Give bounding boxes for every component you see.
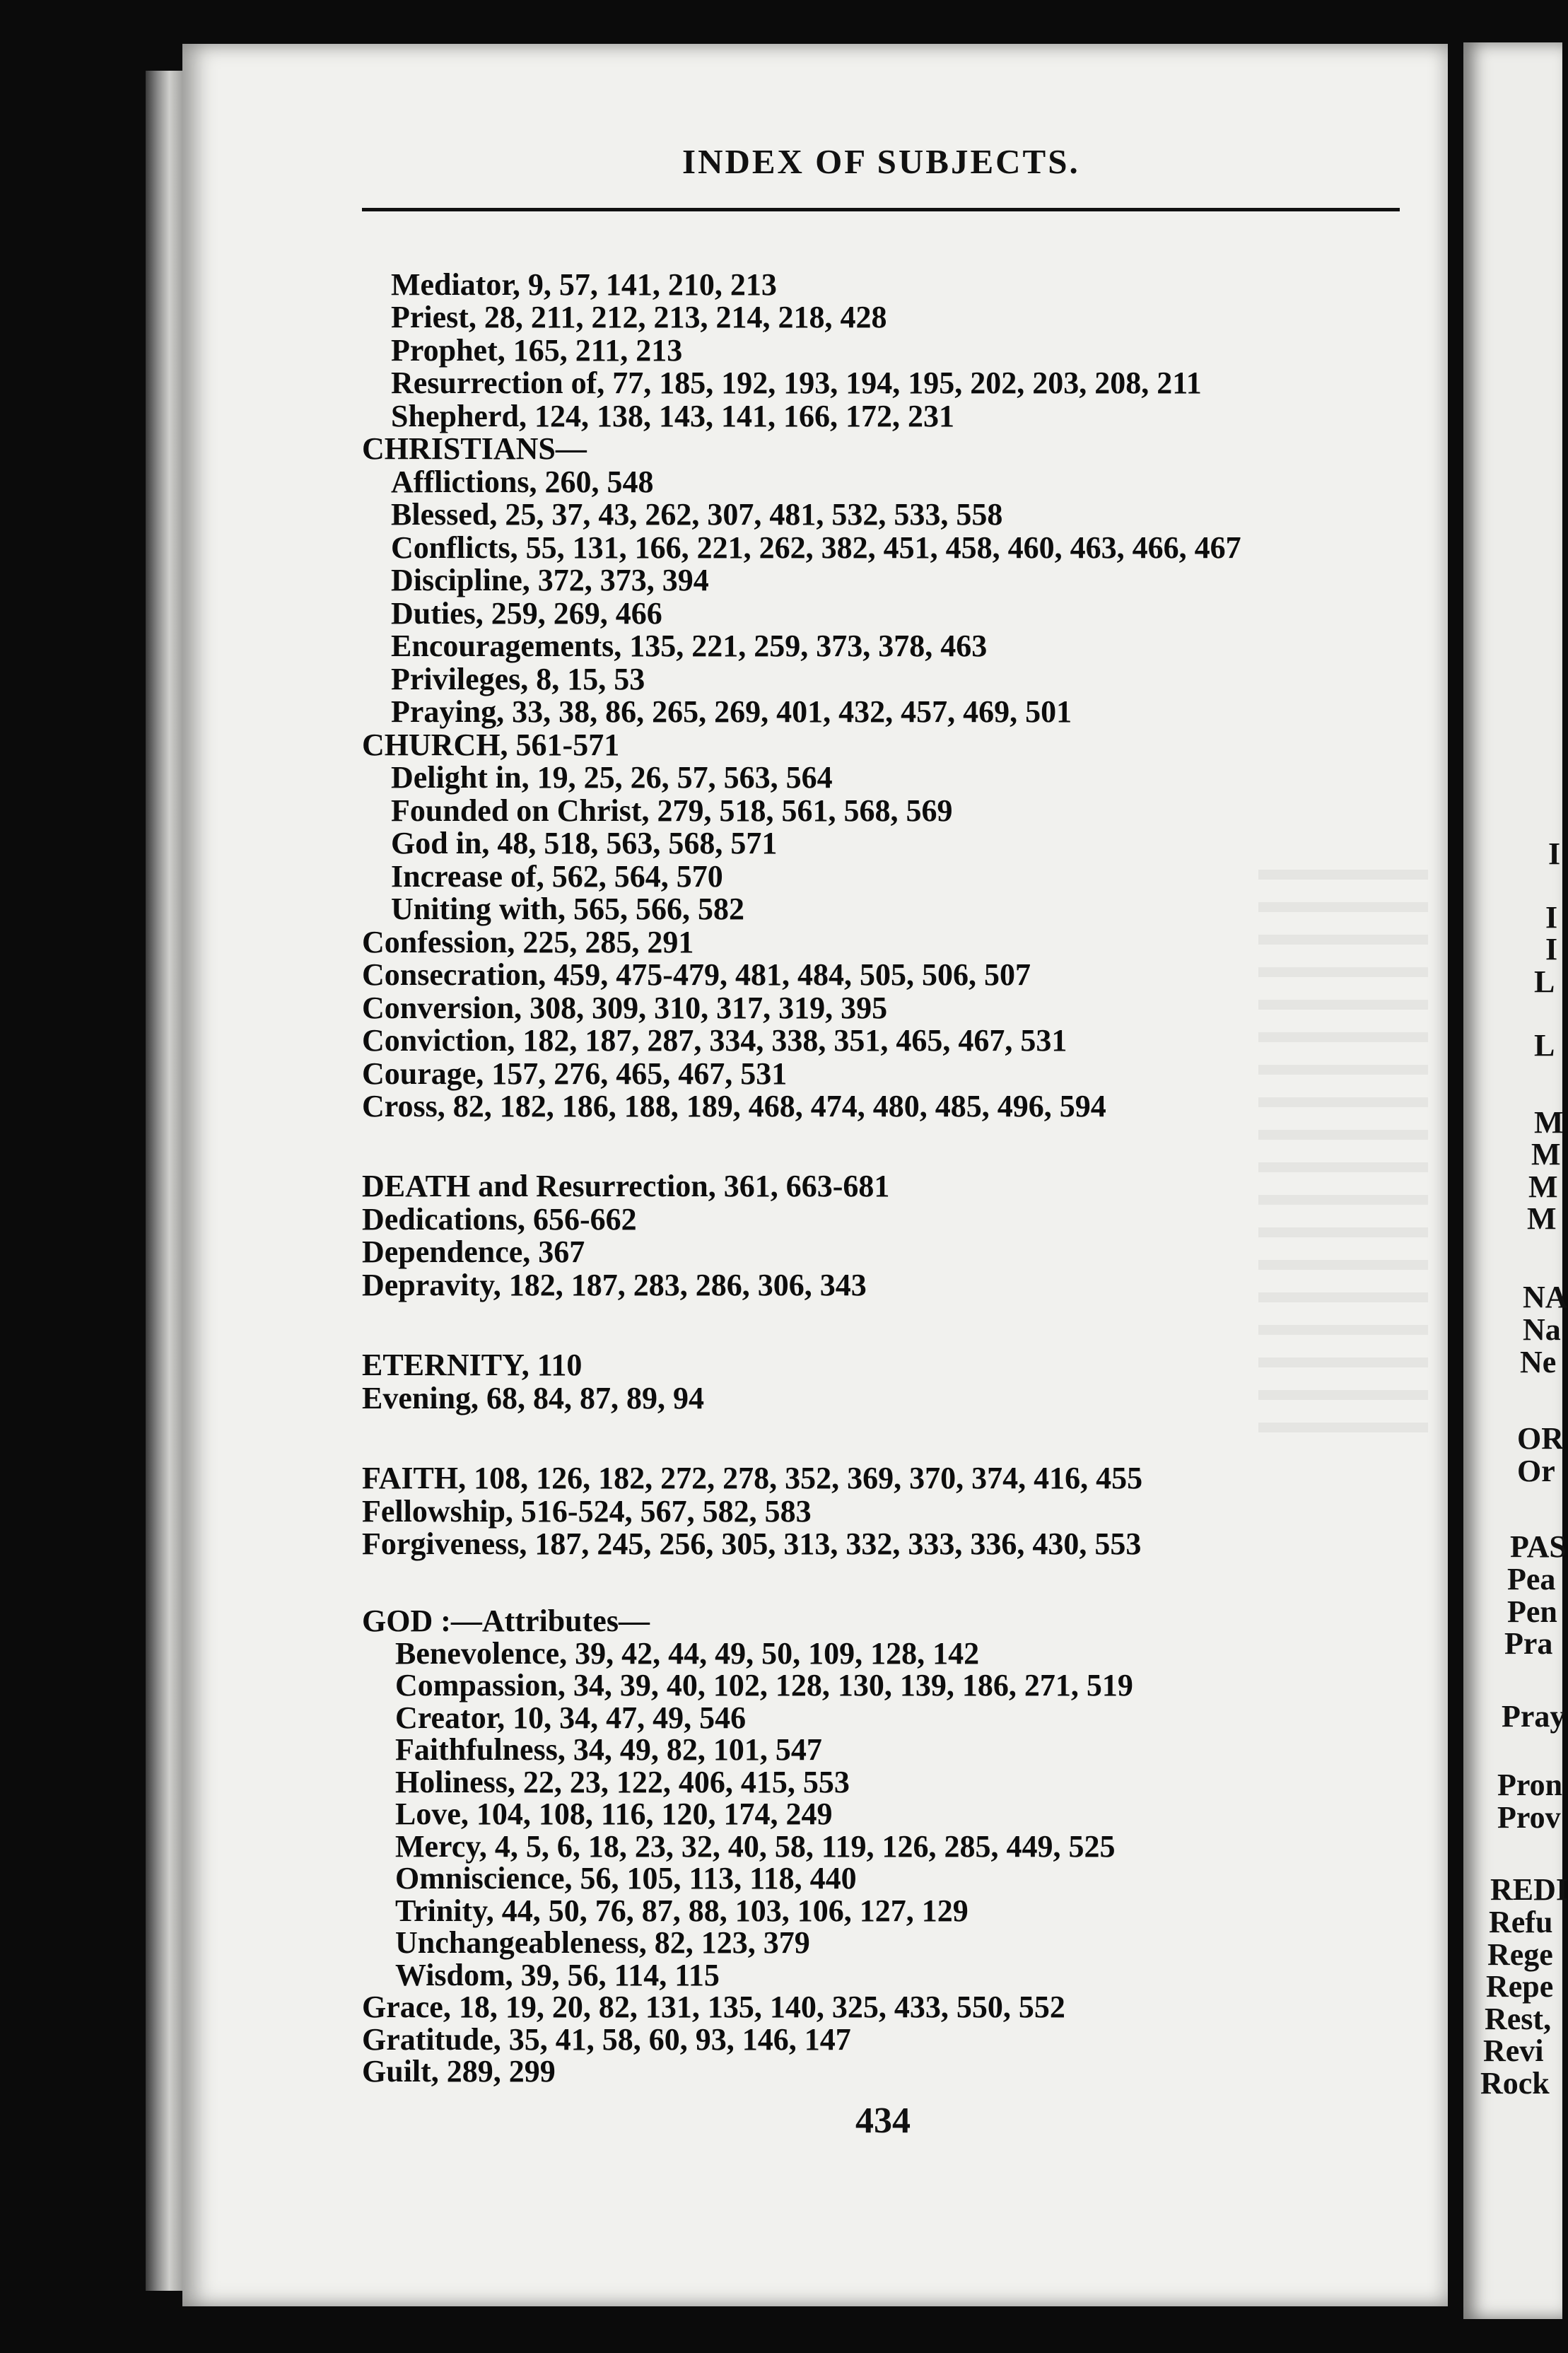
index-entry: Shepherd, 124, 138, 143, 141, 166, 172, 231 [391,399,954,433]
index-entry: Afflictions, 260, 548 [391,465,654,499]
adjacent-page-fragment: Pea [1507,1562,1556,1596]
index-entry: Gratitude, 35, 41, 58, 60, 93, 146, 147 [362,2022,851,2057]
adjacent-page-fragment: Rege [1487,1937,1553,1972]
adjacent-page-fragment: L [1534,964,1555,999]
adjacent-page-fragment: PAS [1510,1529,1567,1564]
adjacent-page-fragment: Repe [1486,1969,1554,2004]
index-entry: Confession, 225, 285, 291 [362,925,694,959]
adjacent-page-fragment: Or [1517,1454,1555,1488]
adjacent-page-fragment: I [1545,900,1558,935]
index-entry: Consecration, 459, 475-479, 481, 484, 505, 506, 507 [362,957,1031,992]
adjacent-page-fragment: Ne [1520,1345,1557,1379]
adjacent-page-fragment: Refu [1489,1905,1553,1939]
adjacent-page-fragment: Rock [1480,2066,1550,2101]
index-entry: Mediator, 9, 57, 141, 210, 213 [391,267,777,302]
index-entry: Mercy, 4, 5, 6, 18, 23, 32, 40, 58, 119, 126, 285, 449, 525 [395,1829,1116,1864]
index-entry: Dedications, 656-662 [362,1202,637,1237]
adjacent-page-fragment: I [1545,932,1558,967]
index-entry: Omniscience, 56, 105, 113, 118, 440 [395,1861,857,1896]
index-entry: Evening, 68, 84, 87, 89, 94 [362,1381,705,1415]
index-entry: Conflicts, 55, 131, 166, 221, 262, 382, 451, 458, 460, 463, 466, 467 [391,530,1241,565]
index-entry: Blessed, 25, 37, 43, 262, 307, 481, 532, 533, 558 [391,497,1003,532]
page-number: 434 [855,2101,911,2141]
index-entry: Praying, 33, 38, 86, 265, 269, 401, 432, 457, 469, 501 [391,694,1072,729]
adjacent-page-fragment: L [1534,1028,1555,1063]
show-through-text [1258,870,1428,1449]
adjacent-page-fragment: I [1548,836,1561,871]
index-entry: Prophet, 165, 211, 213 [391,333,683,368]
index-entry: Creator, 10, 34, 47, 49, 546 [395,1700,747,1735]
index-heading: DEATH and Resurrection, 361, 663-681 [362,1169,890,1203]
index-entry: Fellowship, 516-524, 567, 582, 583 [362,1494,812,1529]
adjacent-page-fragment: M [1534,1105,1564,1140]
index-entry: Faithfulness, 34, 49, 82, 101, 547 [395,1732,822,1767]
adjacent-page-fragment: Rest, [1485,2002,1552,2036]
adjacent-page-fragment: Prov [1497,1800,1561,1835]
adjacent-page-fragment: Pra [1504,1626,1553,1661]
index-entry: Encouragements, 135, 221, 259, 373, 378, 463 [391,629,988,663]
index-entry: Guilt, 289, 299 [362,2054,556,2089]
index-heading: GOD :—Attributes— [362,1604,650,1638]
index-entry: Love, 104, 108, 116, 120, 174, 249 [395,1797,833,1831]
adjacent-page-fragment: Pron [1497,1768,1563,1802]
index-entry: Increase of, 562, 564, 570 [391,859,723,894]
index-entry: Depravity, 182, 187, 283, 286, 306, 343 [362,1268,867,1302]
book-fore-edge [146,71,185,2291]
index-entry: Resurrection of, 77, 185, 192, 193, 194, 195, 202, 203, 208, 211 [391,366,1202,400]
index-entry: Privileges, 8, 15, 53 [391,662,645,696]
index-entry: Priest, 28, 211, 212, 213, 214, 218, 428 [391,300,887,334]
index-entry: Conversion, 308, 309, 310, 317, 319, 395 [362,991,888,1025]
index-heading: CHURCH, 561-571 [362,728,620,762]
index-entry: Wisdom, 39, 56, 114, 115 [395,1958,720,1992]
adjacent-page-fragment: Revi [1483,2033,1544,2068]
index-heading: CHRISTIANS— [362,431,587,466]
index-entry: Discipline, 372, 373, 394 [391,563,709,597]
index-entry: God in, 48, 518, 563, 568, 571 [391,826,778,860]
index-entry: Delight in, 19, 25, 26, 57, 563, 564 [391,760,833,795]
index-entry: Benevolence, 39, 42, 44, 49, 50, 109, 128, 142 [395,1636,980,1671]
index-entry: Holiness, 22, 23, 122, 406, 415, 553 [395,1765,850,1799]
index-heading: ETERNITY, 110 [362,1348,583,1382]
index-entry: Uniting with, 565, 566, 582 [391,892,744,926]
adjacent-page-fragment: NA [1523,1280,1568,1314]
index-entry: Courage, 157, 276, 465, 467, 531 [362,1056,788,1091]
index-entry: Unchangeableness, 82, 123, 379 [395,1925,810,1960]
index-entry: Trinity, 44, 50, 76, 87, 88, 103, 106, 127, 129 [395,1893,969,1928]
header-rule [362,208,1400,211]
adjacent-page-fragment: Pray [1502,1699,1566,1734]
adjacent-page-fragment: OR [1517,1421,1564,1456]
index-entry: Cross, 82, 182, 186, 188, 189, 468, 474, 480, 485, 496, 594 [362,1089,1106,1123]
index-entry: Duties, 259, 269, 466 [391,596,662,631]
adjacent-page-fragment: Na [1523,1312,1561,1347]
index-heading: FAITH, 108, 126, 182, 272, 278, 352, 369, 370, 374, 416, 455 [362,1461,1143,1495]
index-entry: Grace, 18, 19, 20, 82, 131, 135, 140, 325, 433, 550, 552 [362,1990,1065,2024]
adjacent-page-fragment: Pen [1507,1594,1557,1629]
adjacent-page-fragment: REDI [1490,1872,1568,1907]
adjacent-page-fragment: M [1531,1137,1561,1172]
index-entry: Conviction, 182, 187, 287, 334, 338, 351, 465, 467, 531 [362,1023,1067,1058]
index-entry: Dependence, 367 [362,1234,585,1269]
adjacent-page-fragment: M [1528,1169,1558,1204]
running-head: INDEX OF SUBJECTS. [682,142,1080,181]
index-entry: Forgiveness, 187, 245, 256, 305, 313, 332, 333, 336, 430, 553 [362,1526,1142,1561]
index-entry: Compassion, 34, 39, 40, 102, 128, 130, 139, 186, 271, 519 [395,1668,1133,1703]
adjacent-page-fragment: M [1527,1201,1557,1236]
index-entry: Founded on Christ, 279, 518, 561, 568, 569 [391,793,953,828]
